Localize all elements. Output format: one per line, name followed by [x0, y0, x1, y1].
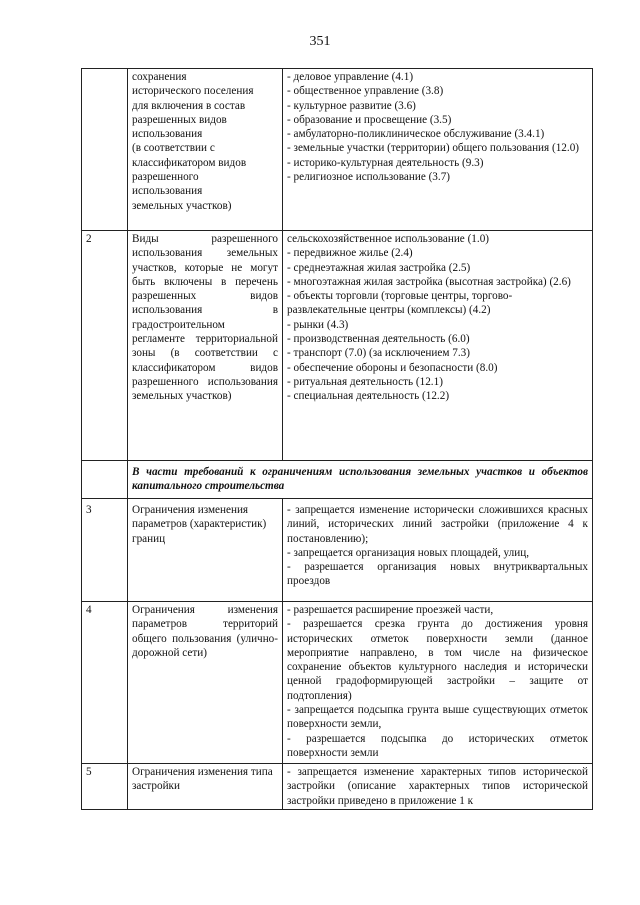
- list-item: сельскохозяйственное использование (1.0): [287, 233, 490, 245]
- row-number: 4: [82, 602, 128, 764]
- list-item: - разрешается подсыпка до исторических отметок поверхности земли: [287, 732, 588, 759]
- row-name: Виды разрешенного использования земельных участков, которые не могут быть включены в перечень разрешенных видов использования в градостроительном регламенте территориальной зоны (в соответствии с классификатором видов разрешенного использования земельных участков): [128, 231, 283, 461]
- table-row: [82, 499, 593, 602]
- list-item: - транспорт (7.0) (за исключением 7.3): [287, 347, 470, 360]
- table-row: [82, 231, 593, 461]
- row-number: 3: [82, 499, 128, 602]
- list-item: - производственная деятельность (6.0): [287, 333, 470, 346]
- list-item: - образование и просвещение (3.5): [287, 113, 452, 126]
- row-content: [283, 231, 593, 461]
- row-content: [283, 764, 593, 810]
- row-content: [283, 602, 593, 764]
- row-name: сохранения исторического поселения для включения в состав разрешенных видов использования (в соответствии с классификатором видов разрешенного использования земельных участков): [128, 69, 283, 231]
- row-content: [283, 499, 593, 602]
- list-item: - рынки (4.3): [287, 318, 349, 331]
- table-row: [82, 602, 593, 764]
- section-row: [82, 461, 593, 499]
- row-name: Ограничения изменения параметров территорий общего пользования (улично-дорожной сети): [128, 602, 283, 764]
- list-item: - религиозное использование (3.7): [287, 171, 451, 184]
- row-number: 5: [82, 764, 128, 810]
- list-item: - среднеэтажная жилая застройка (2.5): [287, 261, 471, 274]
- list-item: - земельные участки (территории) общего пользования (12.0): [287, 142, 580, 155]
- list-item: - общественное управление (3.8): [287, 85, 444, 98]
- section-title: В части требований к ограничениям использования земельных участков и объектов капитального строительства: [128, 461, 593, 499]
- list-item: - обеспечение обороны и безопасности (8.0): [287, 361, 498, 374]
- row-number: 2: [82, 231, 128, 461]
- list-item: - разрешается организация новых внутриквартальных проездов: [287, 561, 588, 588]
- list-item: - передвижное жилье (2.4): [287, 247, 413, 260]
- row-number: [82, 69, 128, 231]
- list-item: - деловое управление (4.1): [287, 71, 414, 83]
- list-item: - культурное развитие (3.6): [287, 99, 416, 112]
- list-item: - историко-культурная деятельность (9.3): [287, 156, 484, 169]
- list-item: - разрешается срезка грунта до достижения уровня исторических отметок поверхности земли (данное мероприятие направлено, в том числе на физическое сохранение объектов культурного наследия и исторически ценной градоформирующей застройки – защите от подтопления): [287, 618, 588, 702]
- list-item: - запрещается организация новых площадей, улиц,: [287, 546, 530, 559]
- row-name: Ограничения изменения параметров (характеристик) границ: [128, 499, 283, 602]
- list-item: - запрещается изменение исторически сложившихся красных линий, исторических линий застройки (приложение 4 к постановлению);: [287, 504, 588, 545]
- table-row: [82, 764, 593, 810]
- page-number: 351: [309, 34, 331, 49]
- list-item: - многоэтажная жилая застройка (высотная застройка) (2.6): [287, 275, 571, 288]
- list-item: - объекты торговли (торговые центры, торгово-развлекательные центры (комплексы) (4.2): [287, 290, 513, 317]
- list-item: - амбулаторно-поликлиническое обслуживание (3.4.1): [287, 128, 545, 141]
- list-item: - специальная деятельность (12.2): [287, 390, 450, 403]
- row-content: [283, 69, 593, 231]
- table-row: [82, 69, 593, 231]
- list-item: - разрешается расширение проезжей части,: [287, 604, 494, 616]
- regulation-table: [81, 68, 593, 810]
- list-item: - ритуальная деятельность (12.1): [287, 375, 443, 388]
- row-name: Ограничения изменения типа застройки: [128, 764, 283, 810]
- list-item: - запрещается подсыпка грунта выше существующих отметок поверхности земли,: [287, 704, 588, 731]
- list-item: - запрещается изменение характерных типов исторической застройки (описание характерных типов исторической застройки приведено в приложение 1 к: [287, 766, 588, 807]
